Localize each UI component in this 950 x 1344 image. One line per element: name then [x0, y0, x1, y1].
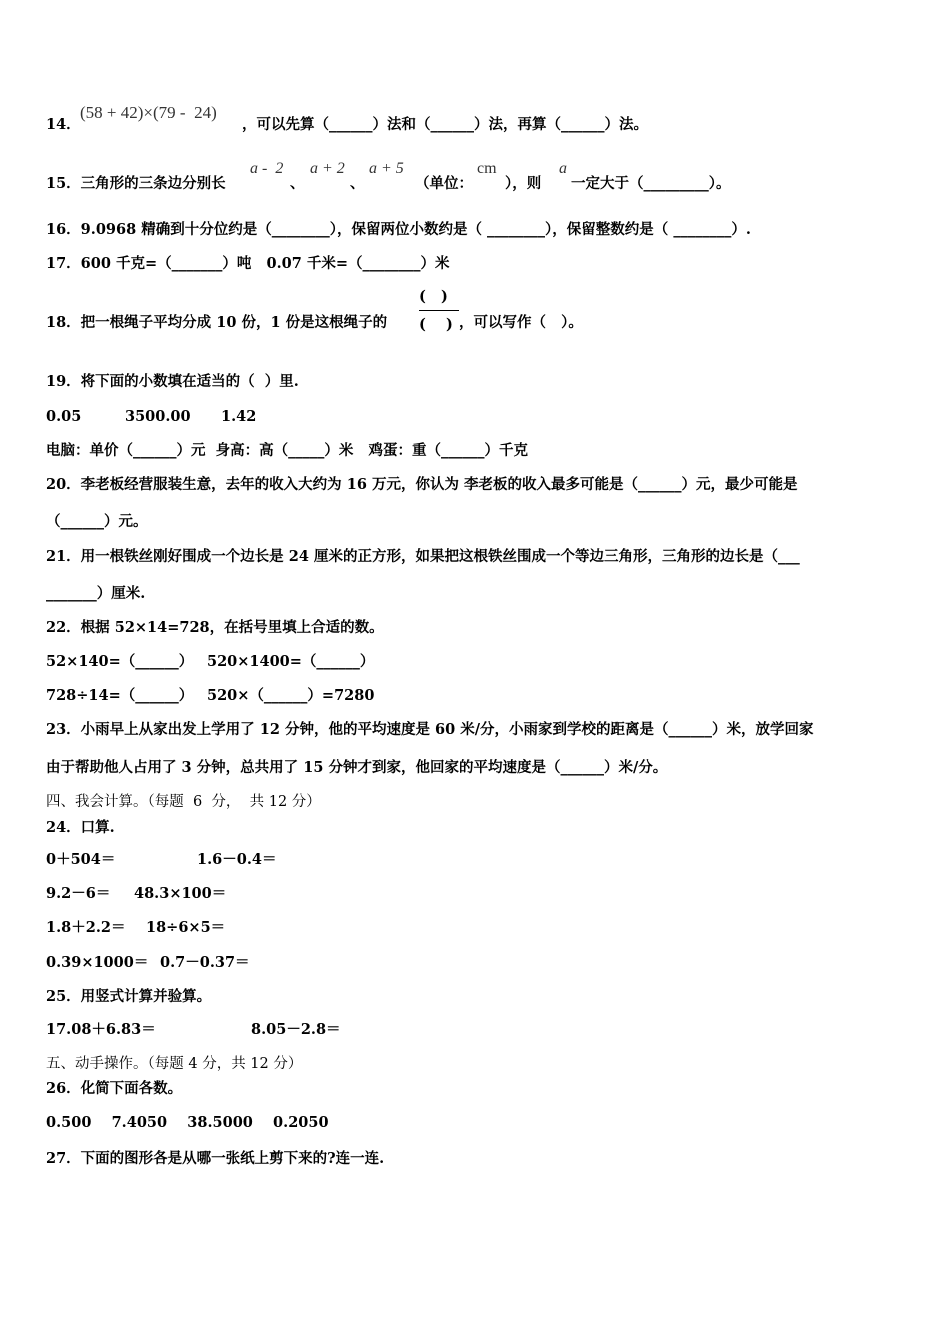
q18-fraction-bar [419, 310, 459, 311]
q16: 16．9.0968 精确到十分位约是（________），保留两位小数约是（ ________），保留整数约是（ ________）. [46, 221, 751, 238]
q15-text3: ），则 [505, 175, 542, 192]
q18-fraction-bottom: ( ) [419, 316, 453, 333]
q15-side3: a + 5 [369, 160, 404, 177]
section-4-heading: 四、我会计算。（每题 6 分， 共 12 分） [46, 794, 321, 810]
q22-r1b: 520×1400=（______） [207, 653, 375, 670]
q15-unit: cm [477, 160, 497, 177]
q24-r2a: 9.2－6＝ [46, 885, 111, 902]
q15-text4: 一定大于（_________）。 [571, 175, 731, 192]
q19-decimal-1: 0.05 [46, 408, 82, 425]
q14-expression: (58 + 42)×(79 - 24) [80, 103, 217, 122]
q18-text1: 18．把一根绳子平均分成 10 份，1 份是这根绳子的 [46, 314, 388, 331]
q15-text1: 15．三角形的三条边分别长 [46, 175, 226, 192]
q21-line1: 21．用一根铁丝刚好围成一个边长是 24 厘米的正方形，如果把这根铁丝围成一个等边三角形，三角形的边长是（___ [46, 548, 800, 565]
q25-b: 8.05－2.8＝ [251, 1021, 341, 1038]
q25-a: 17.08＋6.83＝ [46, 1021, 156, 1038]
q22-r2b: 520×（______）=7280 [207, 687, 375, 704]
q24-r2b: 48.3×100＝ [134, 885, 227, 902]
q24-r4a: 0.39×1000＝ [46, 954, 149, 971]
q14-number: 14． [46, 116, 81, 133]
q15-sep1: 、 [290, 175, 305, 192]
q19-decimal-2: 3500.00 [125, 408, 191, 425]
q15-var: a [559, 160, 567, 177]
q18-fraction-top: ( ) [419, 288, 448, 305]
q14-text: ，可以先算（______）法和（______）法，再算（______）法。 [242, 116, 648, 133]
q17: 17．600 千克=（_______）吨 0.07 千米=（________）米 [46, 255, 450, 272]
q23-line1: 23．小雨早上从家出发上学用了 12 分钟，他的平均速度是 60 米/分，小雨家到学校的距离是（______）米，放学回家 [46, 721, 814, 738]
q18-text2: ，可以写作（ ）。 [459, 314, 583, 331]
q25-title: 25．用竖式计算并验算。 [46, 988, 212, 1005]
q21-line2: _______）厘米. [46, 585, 146, 602]
q20-line2: （______）元。 [46, 513, 148, 530]
q24-r1a: 0＋504＝ [46, 851, 116, 868]
q15-sep2: 、 [350, 175, 365, 192]
q24-r3a: 1.8＋2.2＝ [46, 919, 126, 936]
q20-line1: 20．李老板经营服装生意，去年的收入大约为 16 万元，你认为 李老板的收入最多可能是（______）元，最少可能是 [46, 476, 798, 493]
q26-numbers: 0.500 7.4050 38.5000 0.2050 [46, 1114, 329, 1131]
q24-r3b: 18÷6×5＝ [146, 919, 226, 936]
q15-side1: a - 2 [250, 160, 284, 177]
q26-title: 26．化简下面各数。 [46, 1080, 183, 1097]
section-5-heading: 五、动手操作。（每题 4 分，共 12 分） [46, 1056, 303, 1072]
q19-blanks: 电脑：单价（______）元 身高：高（_____）米 鸡蛋：重（______）千克 [46, 442, 528, 459]
q24-r1b: 1.6－0.4＝ [197, 851, 277, 868]
q24-r4b: 0.7－0.37＝ [160, 954, 250, 971]
q15-text2: （单位： [415, 175, 473, 192]
q19-decimal-3: 1.42 [221, 408, 257, 425]
q27: 27．下面的图形各是从哪一张纸上剪下来的?连一连. [46, 1150, 385, 1167]
q19-title: 19．将下面的小数填在适当的（ ）里. [46, 373, 299, 390]
q22-r1a: 52×140=（______） [46, 653, 194, 670]
q23-line2: 由于帮助他人占用了 3 分钟，总共用了 15 分钟才到家，他回家的平均速度是（______）米/分。 [46, 759, 668, 776]
q24-title: 24．口算. [46, 819, 115, 836]
q22-title: 22．根据 52×14=728，在括号里填上合适的数。 [46, 619, 384, 636]
q22-r2a: 728÷14=（______） [46, 687, 194, 704]
q15-side2: a + 2 [310, 160, 345, 177]
